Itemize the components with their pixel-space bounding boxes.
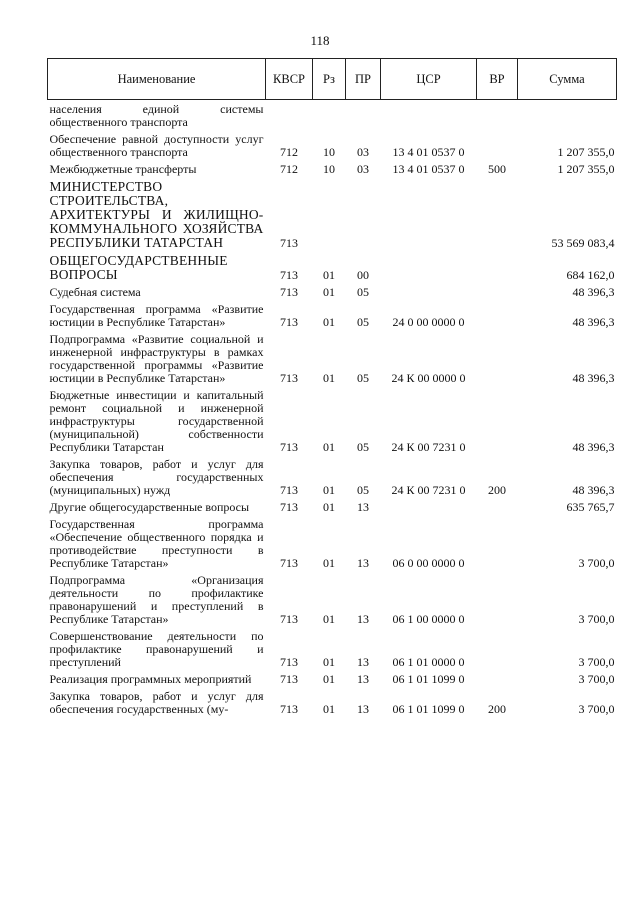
row-pr: 13 — [357, 556, 369, 570]
row-sum: 53 569 083,4 — [551, 236, 615, 250]
row-rz: 01 — [323, 556, 335, 570]
row-sum: 3 700,0 — [578, 672, 615, 686]
row-vr — [477, 282, 518, 299]
row-name: Государственная программа «Развитие юстиции в Республике Татарстан» — [49, 302, 264, 329]
header-csr: ЦСР — [381, 59, 477, 100]
row-kvsr: 713 — [280, 371, 298, 385]
row-csr — [381, 176, 477, 250]
table-row — [48, 497, 617, 514]
row-csr: 24 К 00 7231 0 — [391, 440, 466, 454]
row-name: Закупка товаров, работ и услуг для обеспечения государственных (му- — [49, 689, 264, 716]
row-kvsr: 712 — [280, 145, 298, 159]
row-rz: 10 — [323, 162, 335, 176]
row-kvsr: 713 — [280, 556, 298, 570]
table-row — [48, 686, 617, 716]
row-rz: 10 — [323, 145, 335, 159]
row-pr: 13 — [357, 702, 369, 716]
row-name: Подпрограмма «Организация деятельности по профилактике правонарушений и преступлений в Республике Татарстан» — [49, 573, 264, 626]
row-rz: 01 — [323, 483, 335, 497]
table-row — [48, 282, 617, 299]
budget-table — [47, 58, 617, 716]
row-name: Подпрограмма «Развитие социальной и инженерной инфраструктуры в рамках государственной программы «Развитие юстиции в Республике Татарстан» — [49, 332, 264, 385]
row-kvsr: 713 — [280, 672, 298, 686]
table-row — [48, 385, 617, 454]
row-rz: 01 — [323, 440, 335, 454]
row-rz: 01 — [323, 315, 335, 329]
row-rz — [313, 176, 346, 250]
row-pr — [346, 176, 381, 250]
row-pr: 13 — [357, 672, 369, 686]
row-kvsr: 713 — [280, 500, 298, 514]
row-sum: 635 765,7 — [566, 500, 615, 514]
row-csr: 13 4 01 0537 0 — [392, 145, 465, 159]
row-kvsr — [266, 100, 313, 130]
row-rz: 01 — [323, 285, 335, 299]
row-kvsr: 713 — [280, 236, 298, 250]
row-name: Государственная программа «Обеспечение общественного порядка и противодействие преступности в Республике Татарстан» — [49, 517, 264, 570]
row-sum: 1 207 355,0 — [557, 145, 615, 159]
table-row — [48, 100, 617, 130]
table-row — [48, 299, 617, 329]
row-pr: 05 — [357, 315, 369, 329]
row-sum: 48 396,3 — [572, 285, 615, 299]
row-sum: 3 700,0 — [578, 702, 615, 716]
row-vr — [477, 129, 518, 159]
row-pr: 05 — [357, 285, 369, 299]
row-csr: 06 0 00 0000 0 — [392, 556, 465, 570]
row-rz: 01 — [323, 371, 335, 385]
row-csr: 06 1 01 0000 0 — [392, 655, 465, 669]
row-csr: 13 4 01 0537 0 — [392, 162, 465, 176]
row-kvsr: 713 — [280, 483, 298, 497]
row-csr: 24 К 00 7231 0 — [391, 483, 466, 497]
row-sum — [518, 100, 617, 130]
row-vr — [477, 669, 518, 686]
row-rz: 01 — [323, 612, 335, 626]
row-csr — [381, 497, 477, 514]
row-vr — [477, 514, 518, 570]
header-sum: Сумма — [518, 59, 617, 100]
row-kvsr: 713 — [280, 315, 298, 329]
row-name: Межбюджетные трансферты — [49, 162, 197, 176]
row-name: Реализация программных мероприятий — [49, 672, 252, 686]
row-vr: 500 — [488, 162, 506, 176]
row-vr — [477, 570, 518, 626]
row-vr — [477, 250, 518, 282]
row-pr — [346, 100, 381, 130]
row-kvsr: 712 — [280, 162, 298, 176]
row-csr: 06 1 01 1099 0 — [392, 672, 465, 686]
row-pr: 13 — [357, 655, 369, 669]
row-name: Обеспечение равной доступности услуг общественного транспорта — [49, 132, 264, 159]
row-vr: 200 — [488, 702, 506, 716]
row-csr: 24 К 00 0000 0 — [391, 371, 466, 385]
row-name: Бюджетные инвестиции и капитальный ремонт социальной и инженерной инфраструктуры государственной (муниципальной) собственности Республики Татарстан — [49, 388, 264, 454]
row-pr: 05 — [357, 371, 369, 385]
row-vr — [477, 176, 518, 250]
header-rz: Рз — [313, 59, 346, 100]
row-sum: 48 396,3 — [572, 483, 615, 497]
table-row — [48, 454, 617, 497]
row-csr — [381, 282, 477, 299]
header-name: Наименование — [48, 59, 266, 100]
row-vr: 200 — [488, 483, 506, 497]
row-pr: 05 — [357, 483, 369, 497]
row-vr — [477, 299, 518, 329]
table-row — [48, 159, 617, 176]
row-rz: 01 — [323, 702, 335, 716]
header-kvsr: КВСР — [266, 59, 313, 100]
row-csr — [381, 100, 477, 130]
table-row — [48, 250, 617, 282]
row-rz: 01 — [323, 655, 335, 669]
row-pr: 05 — [357, 440, 369, 454]
row-name: населения единой системы общественного транспорта — [49, 102, 264, 129]
header-vr: ВР — [477, 59, 518, 100]
table-row — [48, 626, 617, 669]
row-pr: 13 — [357, 612, 369, 626]
row-name: Другие общегосударственные вопросы — [49, 500, 250, 514]
row-rz — [313, 100, 346, 130]
row-vr — [477, 497, 518, 514]
row-name: МИНИСТЕРСТВО СТРОИТЕЛЬСТВА, АРХИТЕКТУРЫ И ЖИЛИЩНО-КОММУНАЛЬНОГО ХОЗЯЙСТВА РЕСПУБЛИКИ ТАТАРСТАН — [49, 179, 264, 250]
row-sum: 1 207 355,0 — [557, 162, 615, 176]
row-pr: 03 — [357, 145, 369, 159]
row-kvsr: 713 — [280, 702, 298, 716]
row-name: Закупка товаров, работ и услуг для обеспечения государственных (муниципальных) нужд — [49, 457, 264, 497]
row-pr: 00 — [357, 268, 369, 282]
row-csr — [381, 250, 477, 282]
row-name: ОБЩЕГОСУДАРСТВЕННЫЕ ВОПРОСЫ — [49, 253, 228, 282]
row-csr: 06 1 01 1099 0 — [392, 702, 465, 716]
row-pr: 03 — [357, 162, 369, 176]
row-sum: 48 396,3 — [572, 440, 615, 454]
row-kvsr: 713 — [280, 612, 298, 626]
row-kvsr: 713 — [280, 440, 298, 454]
table-row — [48, 129, 617, 159]
table-row — [48, 514, 617, 570]
row-csr: 06 1 00 0000 0 — [392, 612, 465, 626]
table-header-row — [48, 59, 617, 100]
row-vr — [477, 100, 518, 130]
row-rz: 01 — [323, 268, 335, 282]
row-pr: 13 — [357, 500, 369, 514]
table-row — [48, 329, 617, 385]
row-vr — [477, 385, 518, 454]
row-sum: 684 162,0 — [566, 268, 615, 282]
table-body — [48, 100, 617, 717]
row-kvsr: 713 — [280, 655, 298, 669]
page-number: 118 — [310, 33, 330, 48]
table-row — [48, 669, 617, 686]
row-vr — [477, 329, 518, 385]
table-row — [48, 176, 617, 250]
row-kvsr: 713 — [280, 268, 298, 282]
row-sum: 3 700,0 — [578, 655, 615, 669]
row-sum: 3 700,0 — [578, 612, 615, 626]
row-vr — [477, 626, 518, 669]
row-name: Судебная система — [49, 285, 141, 299]
row-csr: 24 0 00 0000 0 — [392, 315, 465, 329]
row-rz: 01 — [323, 500, 335, 514]
row-sum: 48 396,3 — [572, 315, 615, 329]
header-pr: ПР — [346, 59, 381, 100]
row-name: Совершенствование деятельности по профилактике правонарушений и преступлений — [49, 629, 264, 669]
table-row — [48, 570, 617, 626]
row-kvsr: 713 — [280, 285, 298, 299]
row-sum: 48 396,3 — [572, 371, 615, 385]
row-sum: 3 700,0 — [578, 556, 615, 570]
row-rz: 01 — [323, 672, 335, 686]
